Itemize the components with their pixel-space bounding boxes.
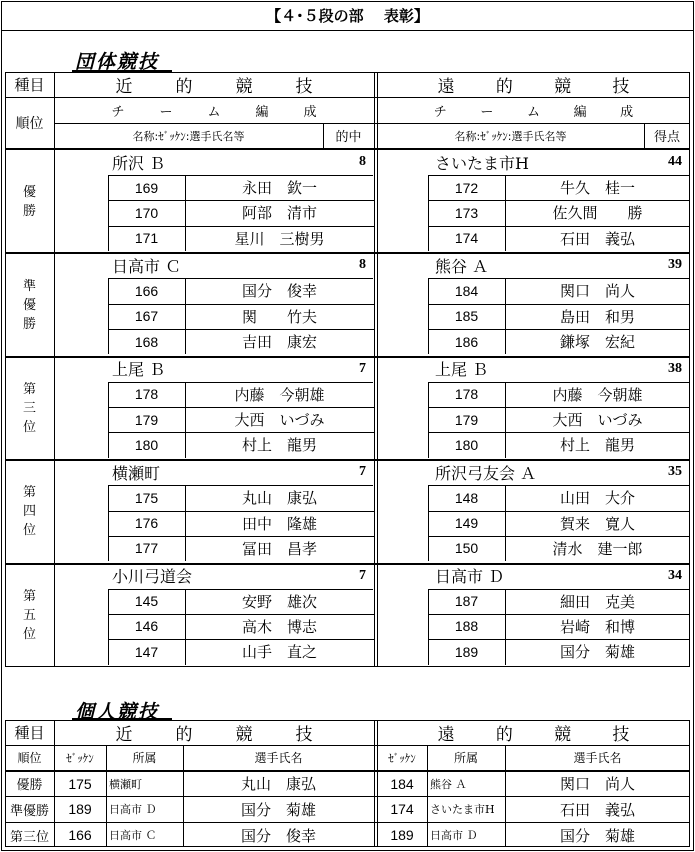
team-near-label-char: 近: [115, 77, 133, 97]
member-name: 賀来 寛人: [559, 514, 635, 533]
member-name: 石田 義弘: [559, 229, 635, 248]
team-name-near: 日高市 Ｃ: [112, 256, 182, 276]
member-number: 171: [134, 230, 159, 247]
ind-far-label-char: 技: [612, 725, 630, 745]
team-score-near: 7: [359, 567, 366, 583]
team-name-far: 上尾 Ｂ: [435, 360, 489, 380]
team-score-near: 7: [359, 464, 366, 480]
ind-name: 国分 菊雄: [240, 800, 316, 819]
grid-line-v: [374, 72, 375, 667]
team-score-far: 44: [668, 154, 682, 169]
team-far-score-label: 得点: [653, 130, 680, 145]
ind-name: 国分 菊雄: [559, 826, 635, 845]
rank-char: 第: [22, 485, 36, 501]
rank-char: 四: [22, 504, 36, 520]
ind-col-bib: ｾﾞｯｹﾝ: [66, 751, 94, 765]
member-number: 166: [134, 282, 159, 299]
member-number: 147: [134, 643, 159, 660]
member-name: 阿部 清市: [241, 204, 317, 223]
team-far-team-label-char: チ: [433, 104, 447, 120]
ind-club: 日高市 Ｄ: [430, 829, 478, 843]
team-near-score-label: 的中: [335, 130, 362, 145]
team-near-name-label: 名称:ｾﾞｯｹﾝ:選手氏名等: [132, 129, 245, 143]
member-number: 174: [454, 230, 479, 247]
member-number: 179: [134, 411, 159, 428]
team-near-label-char: 技: [295, 77, 313, 97]
member-name: 内藤 今朝雄: [234, 385, 325, 404]
ind-col-bib: ｾﾞｯｹﾝ: [388, 751, 416, 765]
team-near-label-char: 競: [235, 77, 253, 97]
team-name-far: 熊谷 Ａ: [435, 256, 489, 276]
ind-club: 日高市 Ｃ: [109, 829, 157, 843]
ind-col-club: 所属: [132, 751, 157, 765]
team-far-label-char: 的: [495, 77, 513, 97]
member-name: 国分 俊幸: [241, 282, 317, 301]
ind-far-label-char: 的: [495, 725, 513, 745]
member-number: 173: [454, 204, 479, 221]
member-number: 145: [134, 593, 159, 610]
ind-near-label-char: 技: [295, 725, 313, 745]
team-far-team-label-char: ー: [480, 104, 494, 120]
ind-name: 石田 義弘: [559, 800, 635, 819]
member-name: 田中 隆雄: [241, 514, 317, 533]
rank-char: 準: [22, 278, 36, 294]
ind-col-name: 選手氏名: [254, 751, 303, 765]
member-name: 高木 博志: [241, 617, 317, 636]
team-name-far: さいたま市H: [435, 153, 529, 173]
member-number: 172: [454, 179, 479, 196]
rank-char: 優: [22, 297, 36, 313]
rank-char: 位: [22, 626, 36, 642]
team-near-team-label-char: 成: [303, 104, 317, 120]
team-score-near: 8: [359, 257, 366, 273]
ind-col-club: 所属: [453, 751, 478, 765]
member-number: 177: [134, 540, 159, 557]
team-rank-4: [5, 460, 54, 563]
rank-char: 第: [22, 381, 36, 397]
team-near-team-label-char: ム: [207, 104, 221, 120]
team-far-name-label: 名称:ｾﾞｯｹﾝ:選手氏名等: [454, 129, 567, 143]
grid-line-v: [374, 720, 375, 847]
ind-col-rank: 順位: [17, 751, 42, 765]
member-number: 178: [134, 386, 159, 403]
team-near-team-label: [54, 97, 374, 123]
member-number: 148: [454, 489, 479, 506]
member-name: 吉田 康宏: [241, 333, 317, 351]
rank-char: 位: [22, 419, 36, 435]
member-name: 安野 雄次: [241, 592, 317, 611]
member-name: 大西 いづみ: [552, 411, 643, 430]
ind-near-label-char: 競: [235, 725, 253, 745]
ind-bib: 184: [390, 775, 414, 792]
member-number: 184: [454, 282, 479, 299]
ind-col-event: 種目: [14, 724, 45, 742]
ind-bib: 175: [68, 775, 92, 792]
member-name: 村上 龍男: [559, 436, 635, 455]
team-name-near: 上尾 Ｂ: [112, 360, 166, 380]
member-name: 細田 克美: [559, 592, 635, 611]
member-name: 山田 大介: [559, 489, 635, 508]
member-number: 189: [454, 643, 479, 660]
team-far-team-label: [377, 97, 690, 123]
rank-char: 三: [22, 400, 36, 416]
ind-name: 関口 尚人: [559, 775, 635, 793]
team-near-team-label-char: チ: [111, 104, 125, 120]
member-number: 150: [454, 540, 479, 557]
ind-far-label: [377, 720, 690, 745]
team-far-label-char: 競: [554, 77, 572, 97]
ind-far-label-char: 競: [554, 725, 572, 745]
member-number: 149: [454, 515, 479, 531]
team-name-near: 所沢 Ｂ: [112, 153, 166, 173]
member-name: 山手 直之: [241, 643, 317, 662]
member-number: 187: [454, 593, 479, 610]
grid-line-v: [54, 72, 55, 667]
ind-far-label-char: 遠: [437, 725, 455, 745]
rank-char: 勝: [22, 316, 36, 332]
ind-near-label-char: 近: [115, 725, 133, 745]
member-name: 佐久間 勝: [552, 204, 643, 223]
member-name: 内藤 今朝雄: [552, 385, 643, 404]
team-far-team-label-char: 編: [573, 104, 587, 120]
team-score-far: 35: [668, 464, 682, 480]
rank-char: 五: [22, 607, 36, 623]
ind-bib: 166: [68, 827, 92, 844]
member-number: 180: [134, 436, 159, 453]
rank-char: 第: [22, 588, 36, 604]
team-section-title: 団体競技: [75, 51, 160, 73]
ind-bib: 174: [390, 801, 414, 818]
title-divider: [2, 30, 693, 31]
rank-char: 位: [22, 523, 36, 539]
team-score-near: 8: [359, 154, 366, 169]
member-name: 清水 建一郎: [552, 539, 643, 558]
member-name: 関 竹夫: [241, 307, 317, 326]
member-number: 169: [134, 179, 159, 196]
team-far-team-label-char: 成: [620, 104, 634, 120]
team-near-team-label-char: ー: [159, 104, 173, 120]
team-col-rank: 順位: [15, 115, 44, 132]
ind-club: 日高市 Ｄ: [109, 803, 157, 817]
member-number: 176: [134, 515, 159, 531]
member-number: 175: [134, 489, 159, 506]
ind-near-label-char: 的: [175, 725, 193, 745]
ind-club: さいたま市H: [430, 803, 495, 817]
member-name: 丸山 康弘: [241, 489, 317, 508]
team-far-label: [377, 72, 690, 97]
rank-char: 優: [22, 184, 36, 200]
member-number: 168: [134, 333, 159, 350]
team-rank-1: [5, 150, 54, 253]
member-number: 170: [134, 204, 159, 221]
team-score-near: 7: [359, 360, 366, 376]
member-number: 167: [134, 308, 159, 325]
team-rank-3: [5, 357, 54, 460]
team-far-team-label-char: ム: [526, 104, 540, 120]
ind-col-name: 選手氏名: [573, 751, 622, 765]
ind-bib: 189: [68, 801, 92, 818]
member-number: 179: [454, 411, 479, 428]
ind-name: 国分 俊幸: [240, 826, 316, 845]
member-number: 146: [134, 618, 159, 635]
team-rank-5: [5, 564, 54, 667]
team-name-near: 小川弓道会: [112, 567, 193, 587]
ind-bib: 189: [390, 827, 414, 844]
ind-rank: 第三位: [9, 829, 49, 845]
member-number: 180: [454, 436, 479, 453]
member-number: 186: [454, 333, 479, 350]
member-name: 鎌塚 宏紀: [559, 333, 635, 351]
team-far-label-char: 遠: [437, 77, 455, 97]
member-number: 188: [454, 618, 479, 635]
member-name: 冨田 昌孝: [241, 539, 317, 558]
member-name: 関口 尚人: [559, 282, 635, 301]
ind-club: 横瀬町: [109, 777, 142, 791]
team-near-label-char: 的: [175, 77, 193, 97]
team-score-far: 34: [668, 567, 682, 583]
member-name: 永田 欽一: [241, 179, 317, 197]
individual-section-title: 個人競技: [75, 701, 160, 723]
team-col-event: 種目: [14, 76, 45, 94]
rank-char: 勝: [22, 203, 36, 219]
member-number: 185: [454, 308, 479, 325]
team-far-label-char: 技: [612, 77, 630, 97]
member-name: 島田 和男: [559, 307, 635, 326]
ind-club: 熊谷 Ａ: [430, 777, 467, 791]
ind-rank: 優勝: [16, 778, 43, 793]
ind-rank: 準優勝: [9, 803, 49, 819]
member-name: 国分 菊雄: [559, 643, 635, 662]
member-name: 村上 龍男: [241, 436, 317, 455]
ind-name: 丸山 康弘: [240, 775, 316, 793]
team-rank-2: [5, 253, 54, 356]
member-name: 星川 三樹男: [234, 229, 325, 248]
team-name-far: 所沢弓友会 Ａ: [435, 463, 537, 483]
page-title: 【４･５段の部 表彰】: [266, 6, 429, 25]
member-name: 牛久 桂一: [559, 179, 635, 197]
team-near-team-label-char: 編: [255, 104, 269, 120]
grid-line-v: [377, 72, 378, 667]
member-number: 178: [454, 386, 479, 403]
team-name-near: 横瀬町: [112, 463, 161, 483]
team-near-label: [54, 72, 374, 97]
team-score-far: 39: [668, 257, 682, 273]
ind-near-label: [54, 720, 374, 745]
team-score-far: 38: [668, 360, 682, 376]
member-name: 岩崎 和博: [559, 617, 635, 636]
member-name: 大西 いづみ: [234, 411, 325, 430]
team-name-far: 日高市 Ｄ: [435, 567, 505, 587]
